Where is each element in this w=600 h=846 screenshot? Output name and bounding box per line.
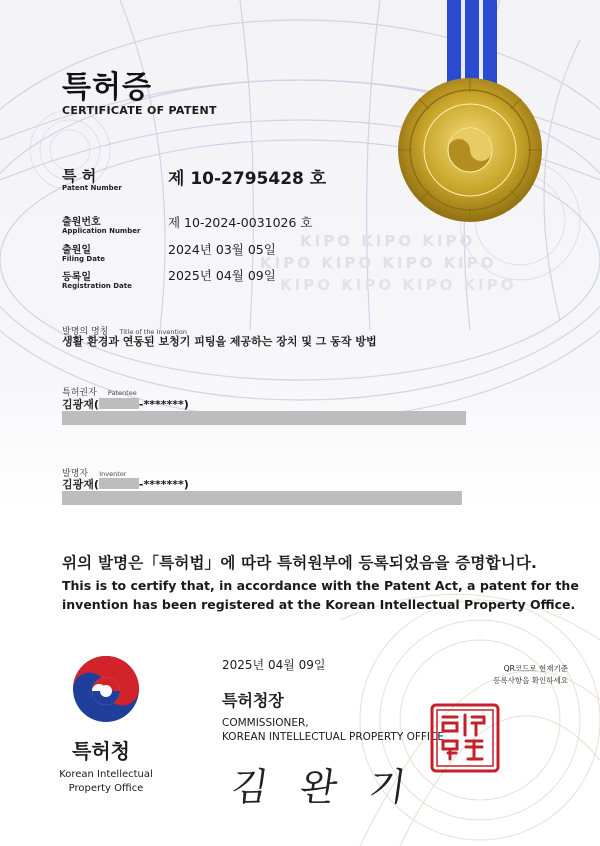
patent-number-label-en: Patent Number [62,184,122,192]
qr-note-line1: QR코드로 현재기준 [503,664,568,673]
watermark-row: KIPO KIPO KIPO KIPO [280,276,517,294]
registration-date-label-en: Registration Date [62,282,132,290]
certification-statement-en-2: invention has been registered at the Korean Intellectual Property Office. [62,597,576,612]
application-number-value: 제 10-2024-0031026 호 [168,215,313,230]
patent-number-value: 제 10-2795428 호 [168,169,327,189]
invention-title: 생활 환경과 연동된 보청기 피팅을 제공하는 장치 및 그 동작 방법 [62,335,377,348]
watermark-row: KIPO KIPO KIPO [300,232,476,250]
kipo-logo-icon [70,653,142,725]
commissioner-title-en-2: KOREAN INTELLECTUAL PROPERTY OFFICE [222,731,444,743]
patentee-name: 김광재( -*******) [62,398,189,411]
office-name-en-1: Korean Intellectual [59,769,153,780]
qr-note-line2: 등록사항을 확인하세요 [493,676,568,685]
inventor-label: 발명자 Inventor [62,469,127,479]
office-name-ko: 특허청 [72,739,130,763]
application-number-label: 출원번호 [62,217,101,228]
commissioner-title-en-1: COMMISSIONER, [222,717,309,729]
commissioner-signature: 김 완 기 [228,765,419,809]
filing-date-value: 2024년 03월 05일 [168,242,276,257]
gold-seal-icon [398,78,542,222]
certificate-subtitle: CERTIFICATE OF PATENT [62,104,217,117]
inventor-name: 김광재( -*******) [62,478,189,491]
redacted-address [62,411,466,425]
patentee-label: 특허권자 Patentee [62,388,137,398]
invention-label: 발명의 명칭 Title of the Invention [62,327,187,337]
redacted-address [62,491,462,505]
certification-statement-en-1: This is to certify that, in accordance with the Patent Act, a patent for the [62,578,579,593]
application-number-label-en: Application Number [62,227,141,235]
patent-number-label: 특 허 [62,167,97,185]
redaction-bar [99,478,139,489]
registration-date-label: 등록일 [62,272,91,283]
issue-date: 2025년 04월 09일 [222,658,326,672]
filing-date-label-en: Filing Date [62,255,106,263]
certificate-title: 특허증 [62,70,152,105]
office-name-en-2: Property Office [68,783,144,794]
official-red-stamp-icon [430,703,500,773]
certification-statement-ko: 위의 발명은「특허법」에 따라 특허원부에 등록되었음을 증명합니다. [62,554,538,572]
commissioner-title-ko: 특허청장 [222,691,284,710]
redaction-bar [99,398,139,409]
registration-date-value: 2025년 04월 09일 [168,268,276,283]
filing-date-label: 출원일 [62,245,91,256]
watermark-row: KIPO KIPO KIPO KIPO [260,254,497,272]
